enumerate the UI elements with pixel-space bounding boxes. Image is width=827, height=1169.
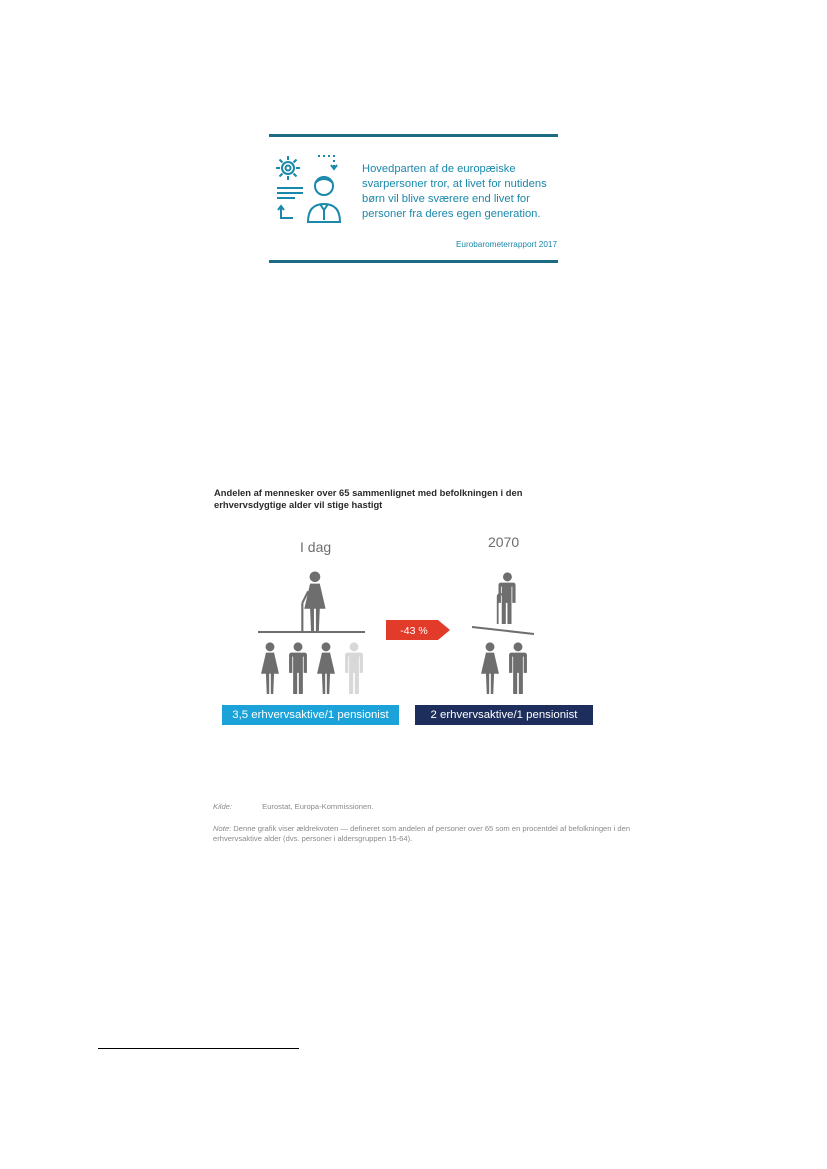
worker-figure-today-half <box>345 642 363 694</box>
worker-figure-2070-1 <box>481 642 499 694</box>
note <box>213 824 633 844</box>
worker-figure-today-1 <box>261 642 279 694</box>
source-label: Kilde: <box>213 802 232 811</box>
footnote-separator <box>98 1048 299 1049</box>
ratio-badge-2070: 2 erhvervsaktive/1 pensionist <box>415 705 593 725</box>
source-line <box>213 802 374 811</box>
quote-bottom-rule <box>269 260 558 263</box>
year-label-2070: 2070 <box>488 534 520 550</box>
note-text: : Denne grafik viser ældrekvoten — defineret som andelen af personer over 65 som en procentdel af befolkningen i den erhvervsaktive alder (dvs. personer i aldersgruppen 15-64). <box>213 824 631 843</box>
quote-text: Hovedparten af de europæiske svarpersoner tror, at livet for nutidens børn vil blive sværere end livet for personer fra deres egen generation. <box>362 163 547 220</box>
worker-figure-2070-2 <box>509 642 527 694</box>
source-text: Eurostat, Europa-Kommissionen. <box>262 802 374 811</box>
pensioner-figure-2070 <box>498 572 516 624</box>
balance-line-2070 <box>472 627 534 634</box>
worker-figure-today-3 <box>317 642 335 694</box>
quote-top-rule <box>269 134 558 137</box>
change-label: -43 % <box>400 625 428 637</box>
note-label: Note <box>213 824 230 833</box>
quote-source: Eurobarometerrapport 2017 <box>455 240 557 249</box>
ratio-badge-today: 3,5 erhvervsaktive/1 pensionist <box>222 705 399 725</box>
settings-person-icon <box>274 150 354 228</box>
pictogram-chart <box>240 560 560 700</box>
chart-title: Andelen af mennesker over 65 sammenlignet med befolkningen i den erhvervsdygtige alder vil stige hastigt <box>214 487 523 510</box>
year-label-today: I dag <box>300 539 332 555</box>
pensioner-figure-today <box>302 571 325 632</box>
worker-figure-today-2 <box>289 642 307 694</box>
